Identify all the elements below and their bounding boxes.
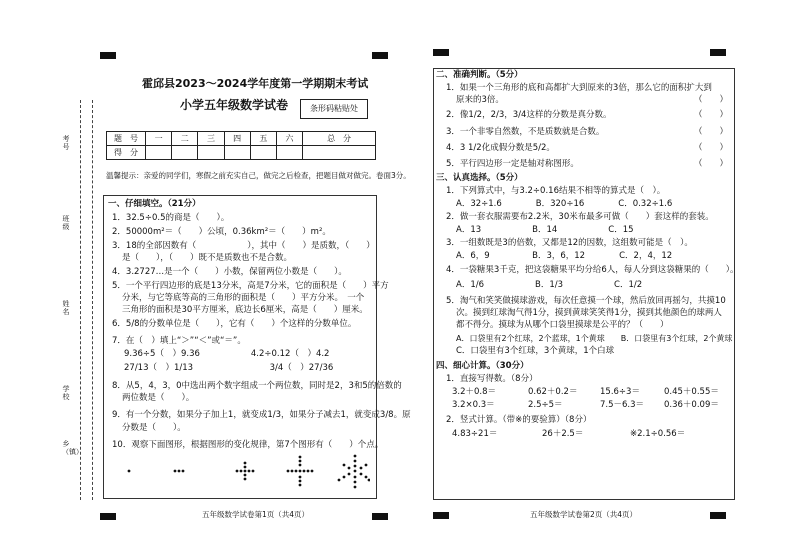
dot (354, 465, 357, 468)
choice-line: 5．淘气和笑笑做摸球游戏，每次任意摸一个球，然后放回再摇匀，共摸10 (446, 296, 726, 306)
score-input-cell[interactable] (172, 146, 198, 160)
score-cell: 三 (198, 132, 224, 146)
registration-mark (710, 49, 726, 56)
dot (174, 470, 177, 473)
judge-bracket: （ ） (694, 159, 729, 169)
calc-item: 3.2×0.3＝ (452, 400, 495, 410)
score-cell: 四 (224, 132, 250, 146)
score-input-cell[interactable] (198, 146, 224, 160)
question-line: 2．50000m²＝（ ）公顷，0.36km²＝（ ）m²。 (112, 227, 331, 237)
calc-item: 2.5÷5＝ (528, 400, 563, 410)
judge-bracket: （ ） (694, 110, 729, 120)
question-line: 两位数是（ ）。 (122, 393, 195, 403)
dot (348, 473, 351, 476)
dot (299, 460, 302, 463)
question-line: 1．32.5÷0.5的商是（ ）。 (112, 213, 230, 223)
dot (299, 470, 302, 473)
question-line: 10．观察下面图形，根据图形的变化规律，第7个图形有（ ）个点。 (112, 440, 384, 450)
score-cell: 二 (172, 132, 198, 146)
dot (299, 464, 302, 467)
registration-mark (372, 513, 388, 520)
judge-bracket: （ ） (694, 127, 729, 137)
dot (343, 476, 346, 479)
section-1-title: 一、仔细填空。（21分） (108, 199, 201, 209)
judge-bracket: （ ） (694, 143, 729, 153)
dot (354, 455, 357, 458)
question-line: 8．从5，4，3，0中选出两个数字组成一个两位数，同时是2，3和5的倍数的 (112, 381, 402, 391)
calc-subtitle: 2．竖式计算。（带※的要验算）（8分） (446, 415, 592, 425)
question-line: 分数是（ ）。 (122, 423, 186, 433)
dot-pattern-figures (115, 453, 370, 489)
registration-mark (372, 52, 388, 59)
question-line: 4．3.2727…是一个（ ）小数，保留两位小数是（ ）。 (112, 267, 347, 277)
calc-item: 7.5－6.3＝ (600, 400, 645, 410)
question-line: 三角形的面积是30平方厘米，底边长6厘米，高是（ ）厘米。 (122, 305, 368, 315)
section-2-title: 二、准确判断。（5分） (436, 70, 523, 80)
dot (240, 470, 243, 473)
choice-line: C．口袋里有3个红球，3个黄球，1个白球 (456, 346, 615, 356)
question-line: 6．5/8的分数单位是（ ），它有（ ）个这样的分数单位。 (112, 319, 357, 329)
dot (354, 470, 357, 473)
question-line: 7．在（ ）填上“＞”“＜”或“＝”。 (112, 336, 246, 346)
judge-line: 4．3 1/2化成假分数是5/2。 (446, 143, 555, 153)
dot (299, 476, 302, 479)
dot (303, 470, 306, 473)
dot (311, 470, 314, 473)
score-cell: 六 (276, 132, 302, 146)
calc-item: 15.6÷3＝ (600, 387, 640, 397)
calc-item: 3.2＋0.8＝ (452, 387, 497, 397)
dot (354, 486, 357, 489)
choice-line: A．13 B．14 C．15 (456, 225, 634, 235)
calc-subtitle: 1．直接写得数。（8分） (446, 374, 538, 384)
score-input-cell[interactable] (224, 146, 250, 160)
score-cell: 得 分 (107, 146, 146, 160)
dot (244, 478, 247, 481)
score-cell: 题 号 (107, 132, 146, 146)
dot (244, 462, 247, 465)
label-xiang: 乡（镇） (62, 440, 83, 456)
question-line: 分米，与它等底等高的三角形的面积是（ ）平方分米。 一个 (122, 293, 365, 303)
judge-bracket: （ ） (694, 95, 729, 105)
score-table-score-row (107, 146, 376, 160)
dot (365, 476, 368, 479)
left-page-footer: 五年级数学试卷第1页（共4页） (202, 510, 310, 519)
dot (128, 470, 131, 473)
label-kaohao: 考号 (62, 135, 70, 151)
choice-line: A．1/6 B．1/3 C．1/2 (456, 280, 643, 290)
dot (338, 479, 341, 482)
dot (360, 473, 363, 476)
binding-dashed-line (92, 100, 93, 500)
dot (307, 470, 310, 473)
score-cell: 总 分 (303, 132, 376, 146)
dot (244, 470, 247, 473)
registration-mark (100, 52, 116, 59)
vertical-calc-item: 26＋2.5＝ (542, 429, 584, 439)
dot (365, 464, 368, 467)
choice-line: 都不得分。摸球为从哪个口袋里摸球是公平的？（ ） (456, 320, 669, 330)
calc-item: 0.45＋0.55＝ (664, 387, 719, 397)
choice-line: 4．一袋糖果3千克，把这袋糖果平均分给6人，每人分到这袋糖果的（ ）。 (446, 265, 739, 275)
question-line: 9．有一个分数，如果分子加上1，就变成1/3，如果分子减去1，就变成3/8。原 (112, 410, 411, 420)
score-cell: 五 (250, 132, 276, 146)
judge-line: 2．像1/2，2/3，3/4这样的分数是真分数。 (446, 110, 612, 120)
vertical-calc-item: 4.83÷21＝ (452, 429, 498, 439)
section-4-title: 四、细心计算。（30分） (436, 361, 529, 371)
question-line: 9.36÷5（ ）9.36 4.2÷0.12（ ）4.2 (124, 349, 330, 359)
dot (354, 476, 357, 479)
score-cell: 一 (146, 132, 172, 146)
choice-line: A．32÷1.6 B．320÷16 C．0.32÷1.6 (456, 199, 673, 209)
score-table-header-row (107, 132, 376, 146)
dot (354, 460, 357, 463)
question-line: 3．18的全部因数有（ ），其中（ ）是质数，（ ） (112, 241, 375, 251)
score-input-cell[interactable] (276, 146, 302, 160)
vertical-calc-item: ※2.1÷0.56＝ (630, 429, 686, 439)
exam-note: 温馨提示：亲爱的同学们，寒假之前充实自己，做完之后检查，把题目做对做完。卷面3分。 (106, 171, 411, 180)
registration-mark (710, 512, 726, 519)
dot (178, 470, 181, 473)
section-3-title: 三、认真选择。（5分） (436, 173, 523, 183)
dot (182, 470, 185, 473)
barcode-box: 条形码粘贴处 (300, 99, 368, 119)
dot (299, 480, 302, 483)
dot (291, 470, 294, 473)
dot (348, 467, 351, 470)
dot (244, 474, 247, 477)
score-input-cell[interactable] (146, 146, 172, 160)
choice-line: 1．下列算式中，与3.2÷0.16结果不相等的算式是（ ）。 (446, 186, 666, 196)
choice-line: A．口袋里有2个红球，2个蓝球，1个黄球 B．口袋里有3个红球，2个黄球 (456, 334, 733, 343)
binding-dashed-line (80, 100, 81, 500)
dot (299, 484, 302, 487)
judge-line: 原来的3倍。 (456, 95, 504, 105)
question-line: 是（ ），（ ）既不是质数也不是合数。 (122, 253, 293, 263)
choice-line: 2．做一套衣服需要布2.2米，30米布最多可做（ ）套这样的套装。 (446, 212, 714, 222)
question-line: 27/13（ ）1/13 3/4（ ）27/36 (124, 363, 334, 373)
dot (287, 470, 290, 473)
dot (354, 481, 357, 484)
right-page-footer: 五年级数学试卷第2页（共4页） (530, 510, 638, 519)
dot (368, 479, 370, 482)
registration-mark (433, 512, 449, 519)
exam-title: 霍邱县2023～2024学年度第一学期期末考试 (142, 77, 369, 90)
label-banji: 班级 (62, 215, 70, 231)
dot (236, 470, 239, 473)
dot (343, 464, 346, 467)
calc-item: 0.62＋0.2＝ (528, 387, 578, 397)
choice-line: 次。摸到红球淘气得1分，摸到黄球笑笑得1分，摸到其他颜色的球两人 (456, 308, 722, 318)
dot (252, 470, 255, 473)
score-input-cell[interactable] (250, 146, 276, 160)
dot (295, 470, 298, 473)
score-input-cell[interactable] (303, 146, 376, 160)
choice-line: 3．一组数既是3的倍数，又都是12的因数，这组数可能是（ ）。 (446, 238, 693, 248)
judge-line: 5．平行四边形一定是轴对称图形。 (446, 159, 579, 169)
label-xuexiao: 学校 (62, 385, 70, 401)
registration-mark (433, 49, 449, 56)
dot (360, 467, 363, 470)
registration-mark (100, 513, 116, 520)
exam-subtitle: 小学五年级数学试卷 (180, 98, 289, 112)
question-line: 5．一个平行四边形的底是13分米，高是7分米，它的面积是（ ）平方 (112, 281, 389, 291)
dot (248, 470, 251, 473)
judge-line: 1．如果一个三角形的底和高都扩大到原来的3倍，那么它的面积扩大到 (446, 83, 712, 93)
score-table (106, 131, 376, 160)
dot (244, 466, 247, 469)
choice-line: A．6，9 B．3，6，12 C．2，4，12 (456, 251, 673, 261)
calc-item: 0.36＋0.09＝ (664, 400, 719, 410)
dot (299, 456, 302, 459)
judge-line: 3．一个非零自然数，不是质数就是合数。 (446, 127, 605, 137)
label-xingming: 姓名 (62, 300, 70, 316)
